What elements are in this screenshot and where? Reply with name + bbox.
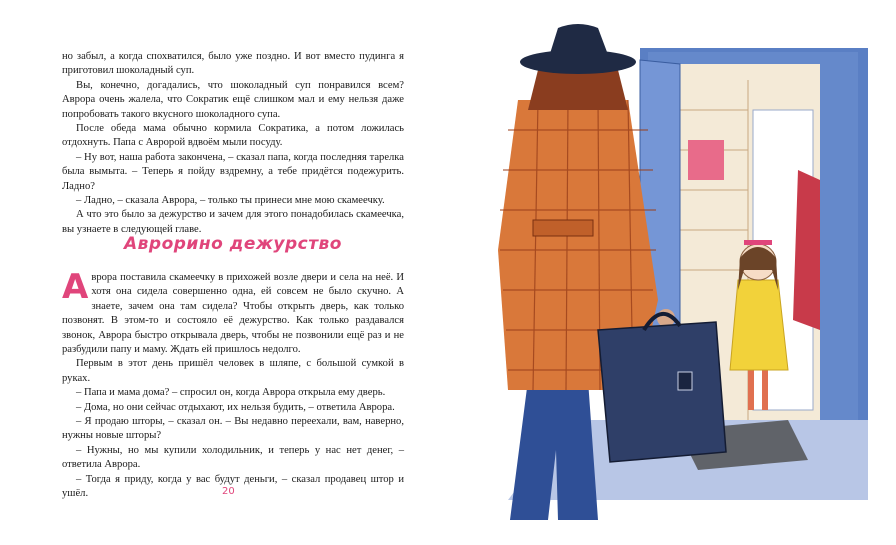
paragraph: – Папа и мама дома? – спросил он, когда Аврора открыла ему дверь. — [76, 387, 386, 399]
page-number: 20 — [222, 486, 235, 497]
wall-picture — [688, 140, 724, 180]
illustration-svg — [448, 0, 896, 540]
paragraph: После обеда мама обычно кормила Сократика, а потом ложилась отдохнуть. Папа с Авророй вдвоём мыли посуду. — [62, 123, 404, 149]
text-block-top — [62, 50, 404, 237]
paragraph: – Дома, но они сейчас отдыхают, их нельзя будить, – ответила Аврора. — [76, 401, 395, 413]
paragraph: Вы, конечно, догадались, что шоколадный суп понравился всем? Аврора очень жалела, что Сократик ещё слишком мал и ему нельзя даже попробовать такого вкусного шоколадного супа. — [62, 79, 404, 120]
left-page — [0, 0, 448, 540]
chapter-title: Аврорино дежурство — [124, 234, 342, 254]
dropcap: А — [62, 267, 89, 307]
paragraph: – Нужны, но мы купили холодильник, и теперь у нас нет денег, – ответила Аврора. — [62, 444, 404, 471]
paragraph-first — [62, 267, 404, 357]
paragraph: – Тогда я приду, когда у вас будут деньги, – сказал продавец штор и ушёл. — [62, 473, 404, 500]
bag — [598, 314, 726, 462]
paragraph: – Ну вот, наша работа закончена, – сказал папа, когда последняя тарелка была вымыта. – Теперь я пойду вздремну, а тебе придётся подежурить. Ладно? — [62, 151, 404, 192]
illustration — [448, 0, 896, 540]
text-block-bottom — [62, 267, 404, 502]
paragraph: Первым в этот день пришёл человек в шляпе, с большой сумкой в руках. — [62, 358, 404, 384]
paragraph: А что это было за дежурство и зачем для этого понадобилась скамеечка, вы узнаете в следующей главе. — [62, 209, 404, 235]
paragraph-first-text: врора поставила скамеечку в прихожей возле двери и села на неё. И хотя она сидела совершенно одна, ей совсем не было скучно. А знаете, зачем она там сидела? Чтобы открыть дверь, как только позвонят. В этом-то и состояло её дежурство. Как только раздавался звонок, Аврора быстро открывала дверь, чтобы не позвонили ещё раз и не разбудили папу и маму. Ждать ей пришлось недолго. — [62, 272, 404, 356]
paragraph: но забыл, а когда спохватился, было уже поздно. И вот вместо пудинга я приготовил шоколадный суп. — [62, 51, 404, 77]
paragraph: – Я продаю шторы, – сказал он. – Вы недавно переехали, вам, наверно, нужны новые шторы? — [62, 416, 404, 442]
paragraph: – Ладно, – сказала Аврора, – только ты принеси мне мою скамеечку. — [76, 195, 385, 207]
